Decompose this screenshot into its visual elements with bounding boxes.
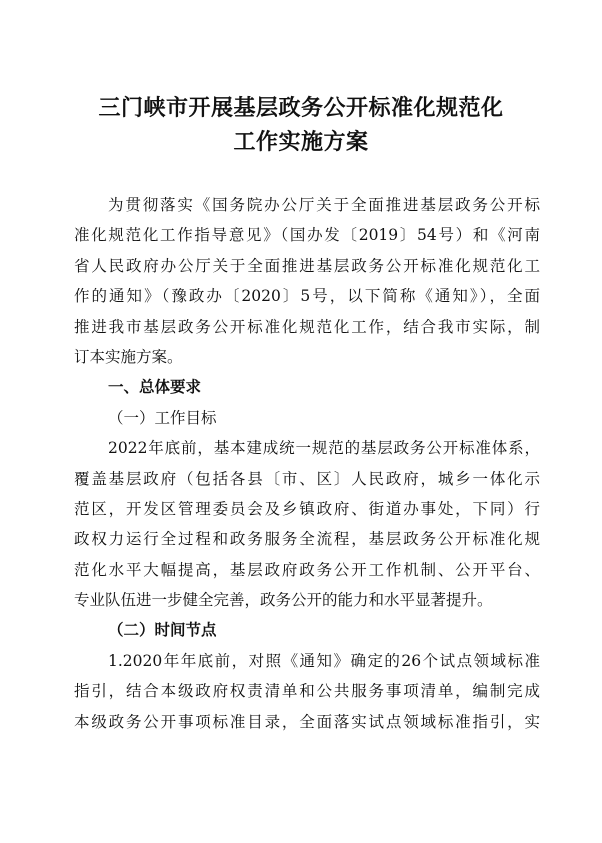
goal-line-3: 范区，开发区管理委员会及乡镇政府、街道办事处，下同）行 xyxy=(74,499,540,518)
intro-line-6: 订本实施方案。 xyxy=(74,347,183,366)
section-heading-general-requirements: 一、总体要求 xyxy=(108,378,202,397)
intro-line-2: 准化规范化工作指导意见》（国办发〔2019〕54号）和《河南 xyxy=(74,226,540,245)
intro-line-5: 推进我市基层政务公开标准化规范化工作，结合我市实际，制 xyxy=(74,317,540,336)
intro-line-1: 为贯彻落实《国务院办公厅关于全面推进基层政务公开标 xyxy=(108,196,540,214)
goal-line-6: 专业队伍进一步健全完善，政务公开的能力和水平显著提升。 xyxy=(74,591,493,610)
document-body xyxy=(74,190,540,737)
goal-line-2: 覆盖基层政府（包括各县〔市、区〕人民政府，城乡一体化示 xyxy=(74,469,540,488)
intro-line-3: 省人民政府办公厅关于全面推进基层政务公开标准化规范化工 xyxy=(74,256,540,275)
document-title-line-2: 工作实施方案 xyxy=(233,129,369,155)
goal-line-5: 范化水平大幅提高，基层政府政务公开工作机制、公开平台、 xyxy=(74,560,540,579)
document-title-line-1: 三门峡市开展基层政务公开标准化规范化 xyxy=(98,95,504,121)
intro-line-4: 作的通知》（豫政办〔2020〕5号，以下简称《通知》），全面 xyxy=(74,287,540,306)
timeline-line-2: 指引，结合本级政府权责清单和公共服务事项清单，编制完成 xyxy=(74,682,540,701)
subsection-heading-timeline: （二）时间节点 xyxy=(108,620,217,640)
timeline-line-1: 1.2020年年底前，对照《通知》确定的26个试点领域标准 xyxy=(108,651,540,670)
goal-line-4: 政权力运行全过程和政务服务全流程，基层政务公开标准化规 xyxy=(74,530,540,549)
goal-line-1: 2022年底前，基本建成统一规范的基层政务公开标准体系， xyxy=(108,439,540,458)
subsection-heading-work-goal: （一）工作目标 xyxy=(108,408,217,427)
timeline-line-3: 本级政务公开事项标准目录，全面落实试点领域标准指引，实 xyxy=(74,712,540,731)
